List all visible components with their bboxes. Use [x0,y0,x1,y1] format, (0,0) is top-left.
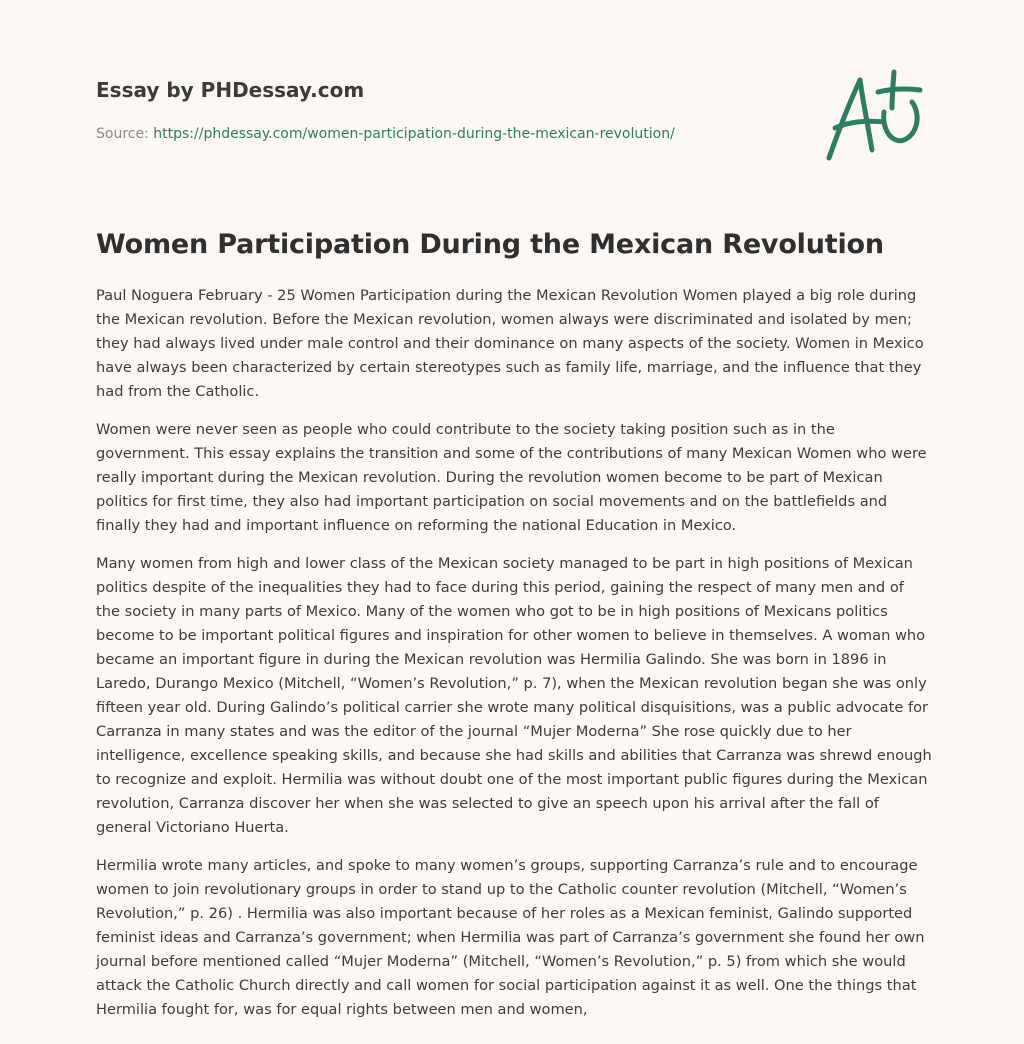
article-paragraph: Women were never seen as people who could contribute to the society taking position such as in the government. This essay explains the transition and some of the contributions of many Mexican Women who were really important during the Mexican revolution. During the revolution women become to be part of Mexican politics for first time, they also had important participation on social movements and on the battlefields and finally they had and important influence on reforming the national Education in Mexico. [96,421,927,534]
source-line [96,124,796,144]
page-header [96,76,796,144]
site-brand: Essay by PHDessay.com [96,78,365,102]
article-paragraph: Paul Noguera February - 25 Women Participation during the Mexican Revolution Women played a big role during the Mexican revolution. Before the Mexican revolution, women always were discriminated and isolated by men; they had always lived under male control and their dominance on many aspects of the society. Women in Mexico have always been characterized by certain stereotypes such as family life, marriage, and the influence that they had from the Catholic. [96,287,924,400]
a-plus-grade-icon [822,68,926,164]
article-body [96,284,932,1036]
source-label: Source: [96,126,154,142]
article-paragraph: Hermilia wrote many articles, and spoke to many women’s groups, supporting Carranza’s rule and to encourage women to join revolutionary groups in order to stand up to the Catholic counter revolution (Mitchell, “Women’s Revolution,” p. 26) . Hermilia was also important because of her roles as a Mexican feminist, Galindo supported feminist ideas and Carranza’s government; when Hermilia was part of Carranza’s government she found her own journal before mentioned called “Mujer Moderna” (Mitchell, “Women’s Revolution,” p. 5) from which she would attack the Catholic Church directly and call women for social participation against it as well. One the things that Hermilia fought for, was for equal rights between men and women, [96,857,925,1018]
article-paragraph: Many women from high and lower class of the Mexican society managed to be part in high positions of Mexican politics despite of the inequalities they had to face during this period, gaining the respect of many men and of the society in many parts of Mexico. Many of the women who got to be in high positions of Mexicans politics become to be important political figures and inspiration for other women to believe in themselves. A woman who became an important figure in during the Mexican revolution was Hermilia Galindo. She was born in 1896 in Laredo, Durango Mexico (Mitchell, “Women’s Revolution,” p. 7), when the Mexican revolution began she was only fifteen year old. During Galindo’s political carrier she wrote many political disquisitions, was a public advocate for Carranza in many states and was the editor of the journal “Mujer Moderna” She rose quickly due to her intelligence, excellence speaking skills, and because she had skills and abilities that Carranza was shrewd enough to recognize and exploit. Hermilia was without doubt one of the most important public figures during the Mexican revolution, Carranza discover her when she was selected to give an speech upon his arrival after the fall of general Victoriano Huerta. [96,555,932,836]
source-link[interactable]: https://phdessay.com/women-participation-during-the-mexican-revolution/ [153,126,675,142]
article-title: Women Participation During the Mexican Revolution [96,229,884,260]
